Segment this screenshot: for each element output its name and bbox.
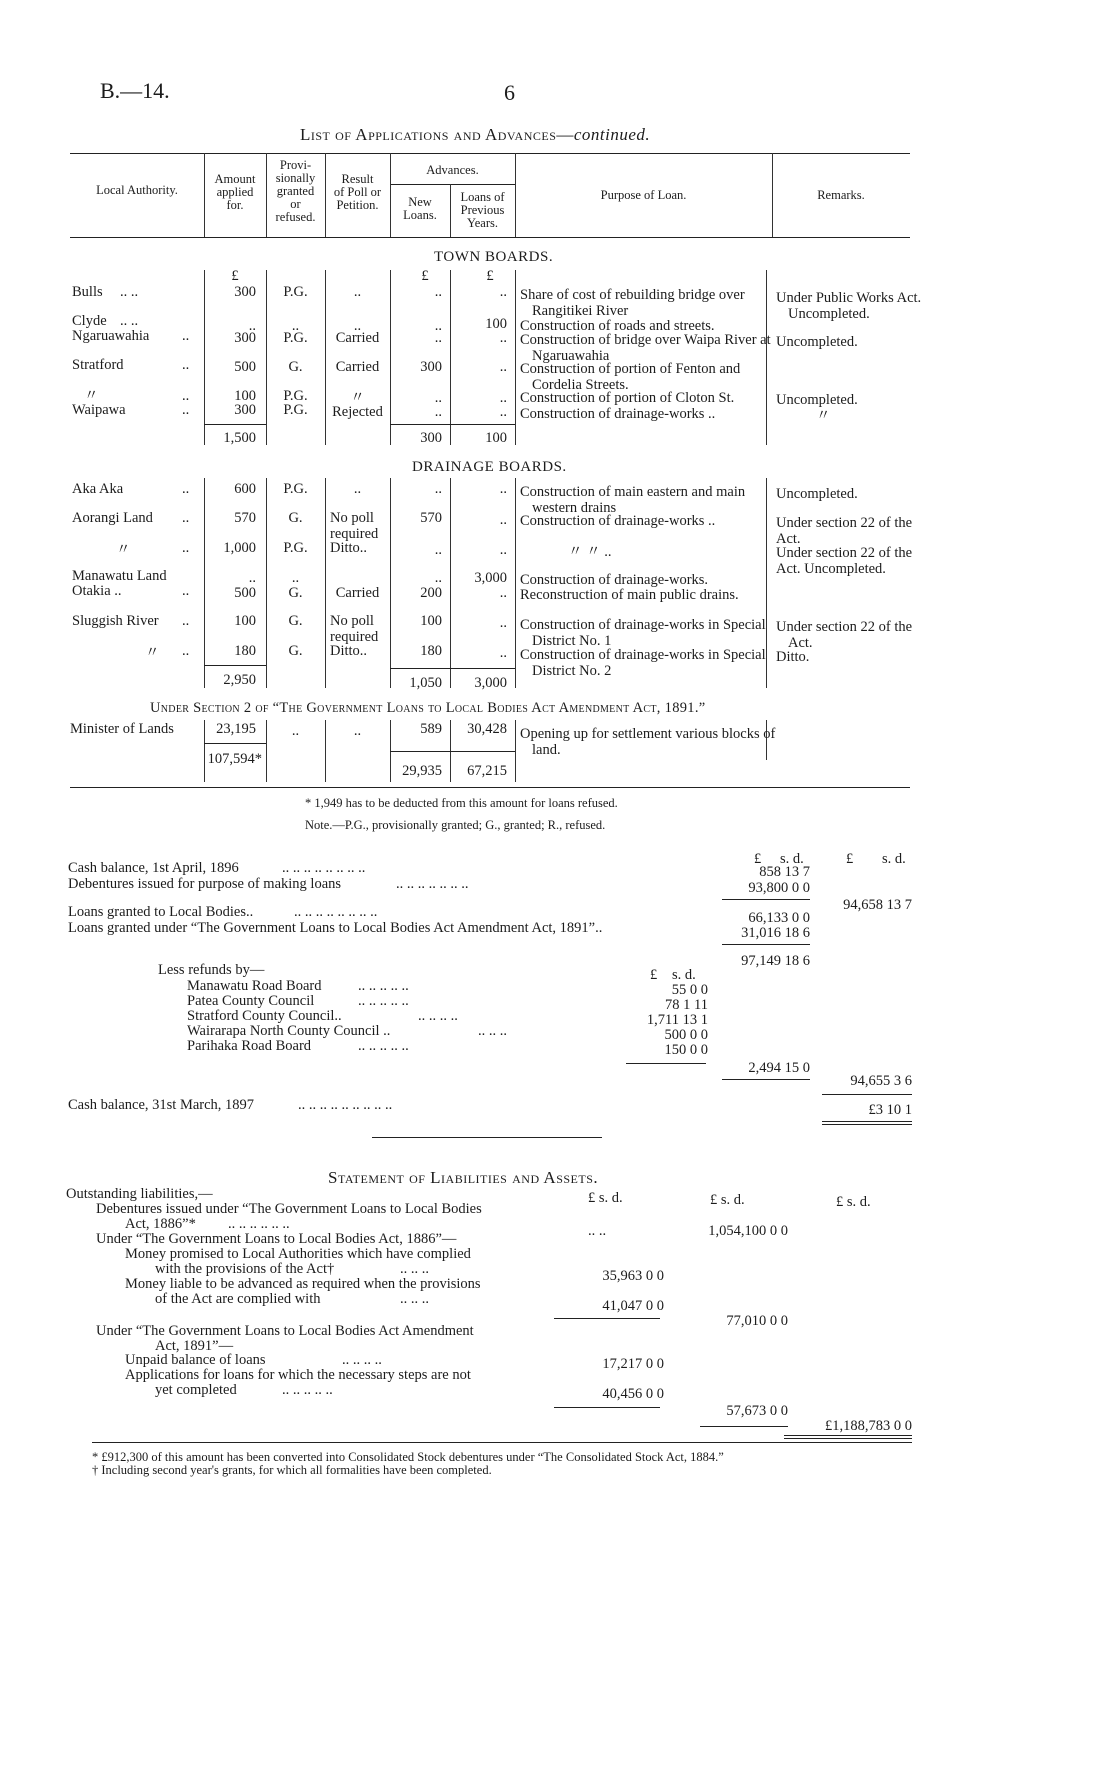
closing-label: Cash balance, 31st March, 1897 <box>68 1097 255 1113</box>
col-head-pound: £ <box>650 967 658 983</box>
applications-line: yet completed <box>155 1382 237 1398</box>
result-cell: Carried <box>335 330 380 346</box>
leader-dots: .. .. .. .. .. <box>358 978 409 994</box>
drainage-boards-heading: DRAINAGE BOARDS. <box>412 459 567 475</box>
leader-dots: .. .. .. <box>400 1261 429 1277</box>
leader-dots: .. .. .. .. <box>418 1008 458 1024</box>
remarks-cell: Uncompleted. <box>776 486 858 502</box>
new-loans-cell: .. <box>434 542 442 558</box>
prov-cell: G. <box>288 613 303 629</box>
refund-name: Manawatu Road Board <box>187 978 322 994</box>
statement-col-head: £ s. d. <box>836 1194 871 1210</box>
amount-cell: 100 <box>234 613 256 629</box>
refund-name: Stratford County Council.. <box>187 1008 342 1024</box>
header-amount-applied <box>204 173 266 212</box>
statement-title: Statement of Liabilities and Assets. <box>328 1168 599 1187</box>
promised-amount: 35,963 0 0 <box>602 1268 664 1284</box>
advances-rule <box>390 184 515 185</box>
prev-loans-cell: .. <box>499 512 507 528</box>
prev-loans-cell: 3,000 <box>474 570 507 586</box>
col-head-pound: £ <box>754 851 762 867</box>
purpose-cell: Construction of portion of Fenton and Cordelia Streets. <box>520 361 741 393</box>
result-cell: .. <box>353 284 362 300</box>
header-prov-line: refused. <box>275 210 316 224</box>
double-rule <box>822 1124 912 1125</box>
footnote: * £912,300 of this amount has been converted into Consolidated Stock debentures under “The Consolidated Stock Act, 1884.” <box>92 1450 724 1464</box>
deb-1886-line: Debentures issued under “The Government Loans to Local Bodies <box>96 1201 482 1217</box>
prev-loans-cell: .. <box>499 359 507 375</box>
leader-dots: .. <box>182 540 190 556</box>
unpaid-amount: 17,217 0 0 <box>602 1356 664 1372</box>
leader-dots: .. .. .. .. .. <box>358 1038 409 1054</box>
refund-amount: 1,711 13 1 <box>646 1012 708 1028</box>
refund-name: Patea County Council <box>187 993 315 1009</box>
col-rule <box>515 478 516 688</box>
prov-cell: P.G. <box>283 330 308 346</box>
under-1891-line: Under “The Government Loans to Local Bodies Act Amendment <box>96 1323 474 1339</box>
amount-cell: 23,195 <box>216 721 256 737</box>
amount-cell: 100 <box>234 388 256 404</box>
town-total-rule <box>204 424 266 425</box>
leader-dots: .. .. .. .. .. <box>282 1382 333 1398</box>
page-title <box>300 125 650 145</box>
prov-cell: G. <box>288 359 303 375</box>
header-prev-line: Years. <box>466 216 499 230</box>
header-prev-line: Loans of <box>460 190 505 204</box>
leader-dots: .. <box>182 357 190 373</box>
refund-amount: 55 0 0 <box>671 982 708 998</box>
refunds-label: Less refunds by— <box>158 962 265 978</box>
result-cell: 〃 <box>350 390 365 406</box>
col-head-pound: £ <box>846 851 854 867</box>
header-prov-line: granted <box>276 184 315 198</box>
pound-symbol: £ <box>486 268 494 284</box>
authority-name: Ngaruawahia <box>72 328 150 344</box>
purpose-cell: Construction of drainage-works. <box>520 572 709 588</box>
sum-1891: 57,673 0 0 <box>726 1403 788 1419</box>
grand-total-prev: 67,215 <box>467 763 507 779</box>
header-advances: Advances. <box>426 163 479 177</box>
remarks-cell: Under Public Works Act. Uncompleted. <box>776 290 922 322</box>
prev-loans-cell: .. <box>499 645 507 661</box>
sum-rule <box>822 1094 912 1095</box>
net-amount: 94,655 3 6 <box>850 1073 912 1089</box>
purpose-cell: Construction of bridge over Waipa River at Ngaruawahia <box>520 332 771 364</box>
col-head-sd: s. d. <box>672 967 696 983</box>
new-loans-cell: .. <box>434 390 442 406</box>
title-main: List of Applications and Advances— <box>300 125 574 144</box>
remarks-cell: Under section 22 of the Act. Uncompleted. <box>776 545 913 577</box>
amount-cell: .. <box>248 318 256 334</box>
double-rule <box>822 1121 912 1122</box>
grand-total-amount: 107,594* <box>207 751 262 767</box>
new-loans-cell: 180 <box>420 643 442 659</box>
authority-name: 〃 <box>116 542 131 558</box>
remarks-cell: Under section 22 of the Act. <box>776 515 913 547</box>
header-remarks: Remarks. <box>817 188 865 202</box>
header-new-loans <box>390 196 450 222</box>
purpose-cell: Construction of portion of Cloton St. <box>520 390 735 406</box>
refund-name: Wairarapa North County Council .. <box>187 1023 391 1039</box>
grand-total-rule <box>390 751 515 752</box>
under-1886-label: Under “The Government Loans to Local Bodies Act, 1886”— <box>96 1231 457 1247</box>
amount-cell: 300 <box>234 402 256 418</box>
header-amount-line: for. <box>226 198 244 212</box>
deb-1886-amount: 1,054,100 0 0 <box>708 1223 788 1239</box>
pound-symbol: £ <box>231 268 239 284</box>
statement-col-head: £ s. d. <box>588 1190 623 1206</box>
double-rule <box>784 1438 912 1439</box>
col-rule <box>515 720 516 782</box>
under-1891-line: Act, 1891”— <box>155 1338 234 1354</box>
purpose-cell: Construction of drainage-works .. <box>520 406 716 422</box>
remarks-cell: 〃 <box>816 408 831 424</box>
new-loans-cell: 100 <box>420 613 442 629</box>
leader-dots: .. .. .. <box>400 1291 429 1307</box>
purpose-cell: Construction of drainage-works .. <box>520 513 716 529</box>
remarks-cell: Uncompleted. <box>776 392 858 408</box>
page-reference: B.—14. <box>100 78 170 103</box>
pound-symbol: £ <box>421 268 429 284</box>
new-loans-cell: 300 <box>420 359 442 375</box>
star-note: * 1,949 has to be deducted from this amount for loans refused. <box>305 796 618 810</box>
refunds-total: 2,494 15 0 <box>748 1060 810 1076</box>
amount-cell: 500 <box>234 585 256 601</box>
statement-col-head: £ s. d. <box>710 1192 745 1208</box>
drainage-total-rule <box>390 668 515 669</box>
section-divider <box>372 1137 602 1138</box>
authority-name: Aka Aka <box>72 481 124 497</box>
new-loans-cell: .. <box>434 570 442 586</box>
prev-loans-cell: .. <box>499 542 507 558</box>
refund-amount: 150 0 0 <box>664 1042 708 1058</box>
prov-cell: P.G. <box>283 402 308 418</box>
prev-loans-cell: .. <box>499 481 507 497</box>
town-total-rule <box>390 424 515 425</box>
sum-1886: 77,010 0 0 <box>726 1313 788 1329</box>
header-prov-line: or <box>290 197 301 211</box>
title-italic: continued. <box>573 125 651 144</box>
applications-amount: 40,456 0 0 <box>602 1386 664 1402</box>
prev-loans-cell: .. <box>499 330 507 346</box>
prev-loans-cell: 100 <box>485 316 507 332</box>
amount-cell: 1,000 <box>223 540 256 556</box>
amount-cell: .. <box>248 570 256 586</box>
liable-line: of the Act are complied with <box>155 1291 321 1307</box>
leader-dots: .. <box>182 510 190 526</box>
prov-cell: P.G. <box>283 540 308 556</box>
result-cell: Carried <box>335 585 380 601</box>
prev-loans-cell: .. <box>499 284 507 300</box>
prov-cell: G. <box>288 510 303 526</box>
sum-rule <box>722 899 810 900</box>
leader-dots: .. .. .. .. .. .. .. .. .. <box>298 1097 393 1113</box>
sum-rule <box>722 1079 810 1080</box>
leader-dots: .. .. .. .. .. .. .. .. <box>294 904 378 920</box>
town-total-new: 300 <box>420 430 442 446</box>
outstanding-label: Outstanding liabilities,— <box>66 1186 213 1202</box>
footnote: † Including second year's grants, for which all formalities have been completed. <box>92 1463 492 1477</box>
prov-cell: P.G. <box>283 388 308 404</box>
new-loans-cell: .. <box>434 284 442 300</box>
prov-cell: P.G. <box>283 481 308 497</box>
leader-dots: .. .. <box>120 313 139 329</box>
leader-dots: .. .. .. .. .. .. .. .. <box>282 860 366 876</box>
header-result <box>325 173 390 212</box>
new-loans-cell: .. <box>434 404 442 420</box>
prev-loans-cell: .. <box>499 390 507 406</box>
cash-row-amount: 858 13 7 <box>759 864 810 880</box>
result-cell: .. <box>353 481 362 497</box>
prev-loans-cell: .. <box>499 585 507 601</box>
grand-total-new: 29,935 <box>402 763 442 779</box>
amount-cell: 180 <box>234 643 256 659</box>
cash-row-amount: 93,800 0 0 <box>748 880 810 896</box>
drainage-total-amount: 2,950 <box>223 672 256 688</box>
cash-row-label: Debentures issued for purpose of making loans <box>68 876 342 892</box>
leader-dots: .. .. .. .. .. <box>358 993 409 1009</box>
leader-dots: .. <box>182 613 190 629</box>
header-local-authority: Local Authority. <box>96 183 178 197</box>
table-header-bottom-rule <box>70 237 910 238</box>
granted-amount: 31,016 18 6 <box>741 925 810 941</box>
prev-loans-cell: 30,428 <box>467 721 507 737</box>
result-cell: Ditto.. <box>330 540 368 556</box>
leader-dots: .. <box>182 583 190 599</box>
authority-name: Stratford <box>72 357 124 373</box>
header-amount-line: applied <box>216 185 254 199</box>
purpose-cell: Reconstruction of main public drains. <box>520 587 739 603</box>
header-provisionally <box>266 159 325 224</box>
drainage-total-prev: 3,000 <box>474 675 507 691</box>
purpose-cell: Construction of roads and streets. <box>520 318 715 334</box>
amount-cell: 570 <box>234 510 256 526</box>
result-cell: .. <box>353 723 362 739</box>
prov-cell: .. <box>291 318 300 334</box>
col-rule <box>515 270 516 445</box>
granted-total: 97,149 18 6 <box>741 953 810 969</box>
result-cell: Carried <box>335 359 380 375</box>
authority-name: 〃 <box>145 645 160 661</box>
liable-line: Money liable to be advanced as required when the provisions <box>125 1276 481 1292</box>
table-bottom-rule <box>70 787 910 788</box>
purpose-cell: 〃 〃 .. <box>568 544 612 560</box>
remarks-cell: Ditto. <box>776 649 810 665</box>
footnote-rule <box>92 1442 912 1443</box>
leader-dots: .. <box>182 328 190 344</box>
abbreviations-note: Note.—P.G., provisionally granted; G., granted; R., refused. <box>305 818 606 832</box>
granted-label: Loans granted under “The Government Loans to Local Bodies Act Amendment Act, 1891”.. <box>68 920 603 936</box>
authority-name: Clyde <box>72 313 107 329</box>
header-prov-line: Provi- <box>279 158 312 172</box>
header-loans-previous <box>450 191 515 230</box>
purpose-cell: Construction of main eastern and main western drains <box>520 484 746 516</box>
sum-rule <box>554 1318 660 1319</box>
amount-cell: 300 <box>234 330 256 346</box>
col-rule <box>325 478 326 688</box>
new-loans-cell: .. <box>434 318 442 334</box>
purpose-cell: Construction of drainage-works in Special District No. 2 <box>520 647 766 679</box>
leader-dots: .. .. .. .. <box>342 1352 382 1368</box>
header-amount-line: Amount <box>214 172 256 186</box>
new-loans-cell: 570 <box>420 510 442 526</box>
leader-dots: .. .. .. .. .. .. <box>228 1216 290 1232</box>
prov-cell: G. <box>288 585 303 601</box>
table-top-rule <box>70 153 910 154</box>
result-cell: No poll required <box>330 613 379 645</box>
sum-rule <box>554 1407 660 1408</box>
header-prov-line: sionally <box>275 171 316 185</box>
grand-total-rule <box>204 743 266 744</box>
drainage-total-new: 1,050 <box>409 675 442 691</box>
prov-cell: P.G. <box>283 284 308 300</box>
header-new-line: Loans. <box>403 208 437 222</box>
prov-cell: .. <box>291 570 300 586</box>
drainage-total-rule <box>204 665 266 666</box>
result-cell: Rejected <box>332 404 383 420</box>
header-prev-line: Previous <box>460 203 505 217</box>
prev-loans-cell: .. <box>499 615 507 631</box>
granted-amount: 66,133 0 0 <box>748 910 810 926</box>
amount-cell: 300 <box>234 284 256 300</box>
granted-label: Loans granted to Local Bodies.. <box>68 904 254 920</box>
new-loans-cell: 200 <box>420 585 442 601</box>
sum-rule <box>700 1426 788 1427</box>
refund-amount: 78 1 11 <box>665 997 708 1013</box>
leader-dots: .. <box>182 402 190 418</box>
authority-name: Manawatu Land <box>72 568 167 584</box>
cash-subtotal: 94,658 13 7 <box>843 897 912 913</box>
promised-line: Money promised to Local Authorities which have complied <box>125 1246 471 1262</box>
header-new-line: New <box>408 195 432 209</box>
prev-loans-cell: .. <box>499 404 507 420</box>
authority-name: Aorangi Land <box>72 510 153 526</box>
header-result-line: Result <box>341 172 374 186</box>
remarks-cell: Uncompleted. <box>776 334 858 350</box>
col-head-sd: s. d. <box>882 851 906 867</box>
refund-amount: 500 0 0 <box>664 1027 708 1043</box>
double-rule <box>784 1435 912 1436</box>
applications-line: Applications for loans for which the necessary steps are not <box>125 1367 471 1383</box>
prov-cell: G. <box>288 643 303 659</box>
cash-row-label: Cash balance, 1st April, 1896 <box>68 860 239 876</box>
leader-dots: .. <box>182 643 190 659</box>
deb-1886-line: Act, 1886”* <box>125 1216 196 1232</box>
new-loans-cell: .. <box>434 330 442 346</box>
authority-name: Waipawa <box>72 402 126 418</box>
unpaid-label: Unpaid balance of loans <box>125 1352 266 1368</box>
town-total-amount: 1,500 <box>223 430 256 446</box>
leader-dots: .. .. .. .. .. .. .. <box>396 876 469 892</box>
town-total-prev: 100 <box>485 430 507 446</box>
section2-heading: Under Section 2 of “The Government Loans to Local Bodies Act Amendment Act, 1891.” <box>150 700 706 716</box>
leader-dots: .. .. <box>120 284 139 300</box>
new-loans-cell: .. <box>434 481 442 497</box>
sum-rule <box>722 944 810 945</box>
authority-name: Minister of Lands <box>70 721 174 737</box>
authority-name: Sluggish River <box>72 613 159 629</box>
result-cell: Ditto.. <box>330 643 368 659</box>
liable-amount: 41,047 0 0 <box>602 1298 664 1314</box>
leader-dots: .. .. .. <box>478 1023 507 1039</box>
authority-name: Otakia .. <box>72 583 122 599</box>
promised-line: with the provisions of the Act† <box>155 1261 335 1277</box>
col-head-sd: s. d. <box>780 851 804 867</box>
closing-amount: £3 10 1 <box>868 1102 912 1118</box>
purpose-cell: Share of cost of rebuilding bridge over Rangitikei River <box>520 287 745 319</box>
remarks-cell: Under section 22 of the Act. <box>776 619 913 651</box>
leader-dots: .. .. <box>588 1223 607 1239</box>
result-cell: .. <box>353 318 362 334</box>
town-boards-heading: TOWN BOARDS. <box>434 249 554 265</box>
header-purpose: Purpose of Loan. <box>600 188 687 202</box>
new-loans-cell: 589 <box>420 721 442 737</box>
page-number: 6 <box>504 80 515 105</box>
authority-name: 〃 <box>84 388 99 404</box>
leader-dots: .. <box>182 388 190 404</box>
amount-cell: 500 <box>234 359 256 375</box>
authority-name: Bulls <box>72 284 103 300</box>
amount-cell: 600 <box>234 481 256 497</box>
prov-cell: .. <box>291 723 300 739</box>
grand-total: £1,188,783 0 0 <box>825 1418 912 1434</box>
header-result-line: Petition. <box>336 198 379 212</box>
refund-name: Parihaka Road Board <box>187 1038 312 1054</box>
result-cell: No poll required <box>330 510 379 542</box>
purpose-cell: Opening up for settlement various blocks of land. <box>520 726 776 758</box>
purpose-cell: Construction of drainage-works in Special District No. 1 <box>520 617 766 649</box>
leader-dots: .. <box>182 481 190 497</box>
header-result-line: of Poll or <box>333 185 382 199</box>
